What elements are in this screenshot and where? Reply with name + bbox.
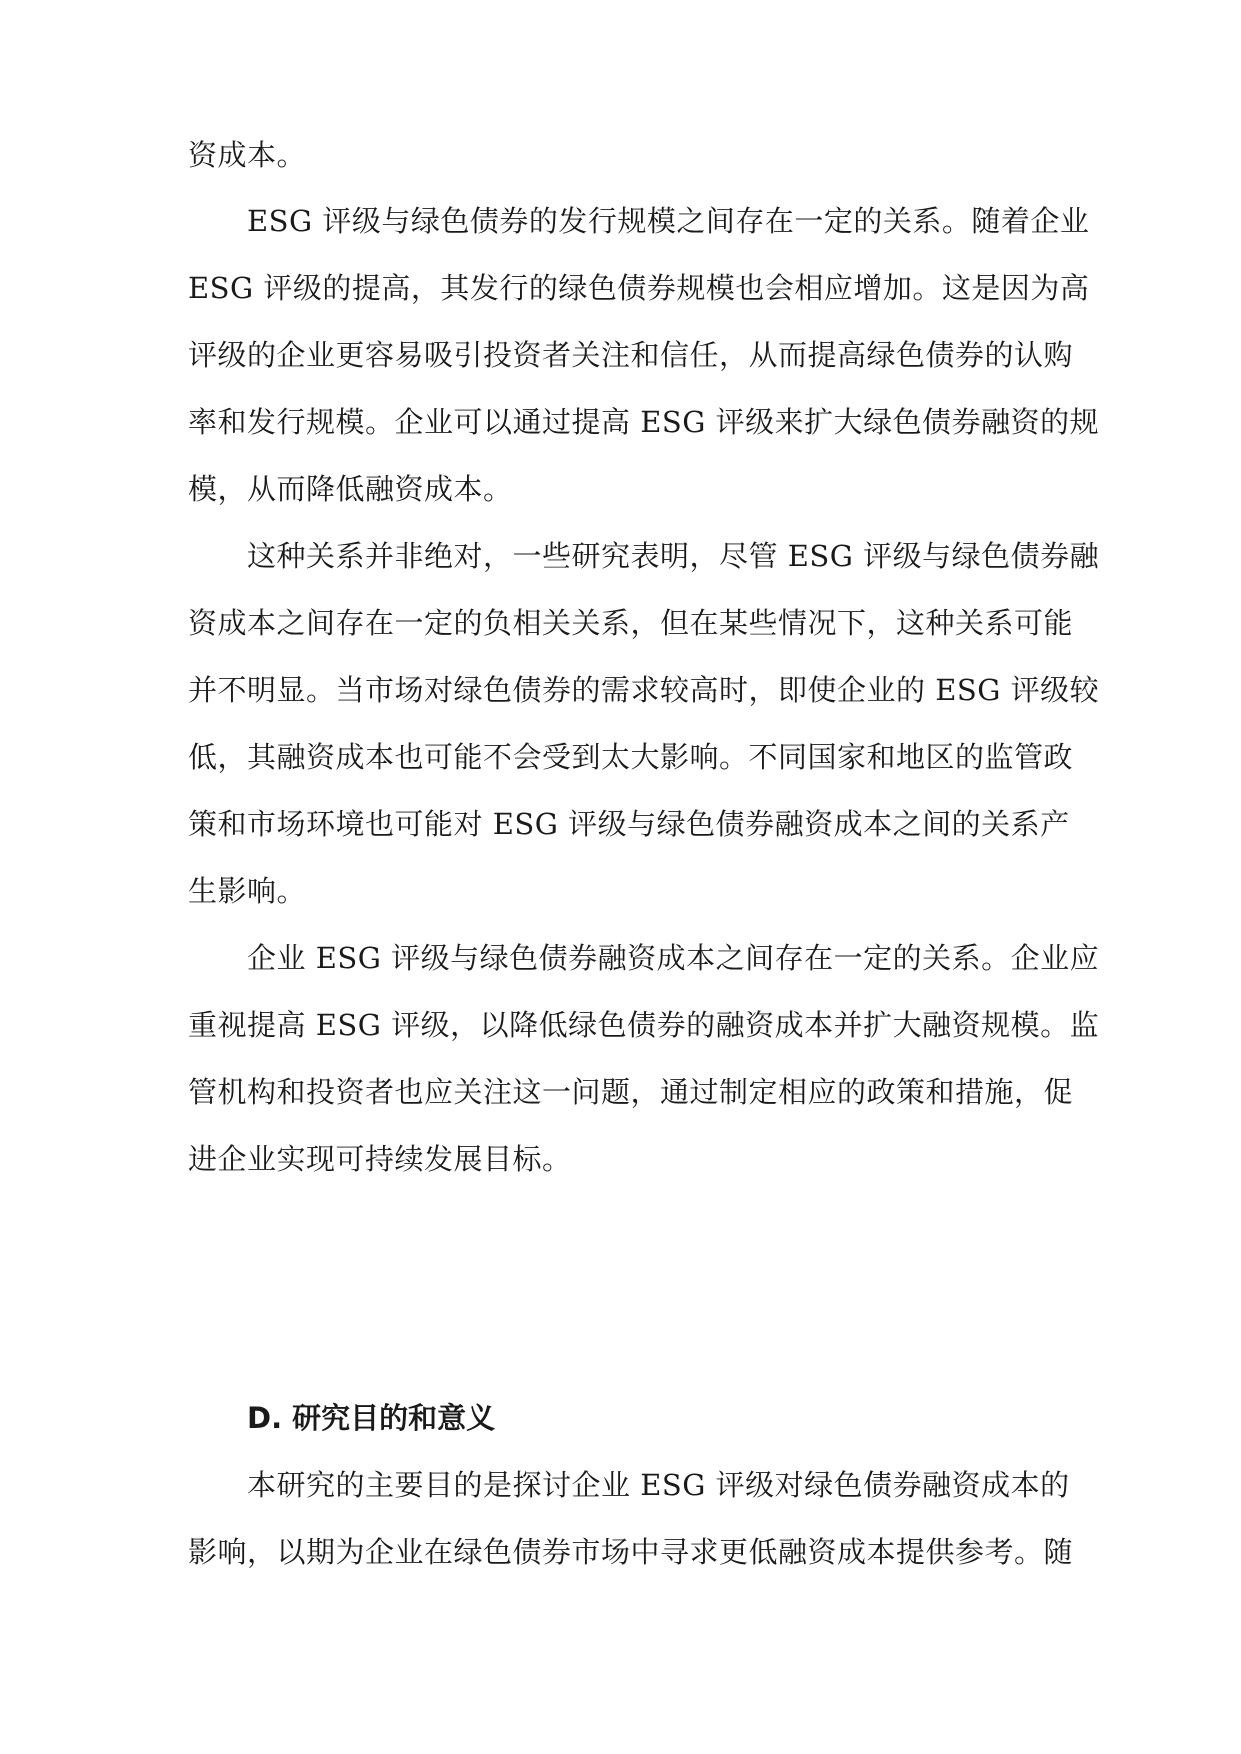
paragraph-line: 策和市场环境也可能对 ESG 评级与绿色债券融资成本之间的关系产 <box>188 807 1070 841</box>
paragraph-line: 这种关系并非绝对，一些研究表明，尽管 ESG 评级与绿色债券融 <box>247 539 1100 573</box>
paragraph-line: 影响，以期为企业在绿色债券市场中寻求更低融资成本提供参考。随 <box>188 1535 1074 1569</box>
paragraph-line: 模，从而降低融资成本。 <box>188 472 513 506</box>
paragraph-line: 企业 ESG 评级与绿色债券融资成本之间存在一定的关系。企业应 <box>247 941 1100 975</box>
paragraph-line: 本研究的主要目的是探讨企业 ESG 评级对绿色债券融资成本的 <box>247 1468 1070 1502</box>
paragraph-line: ESG 评级的提高，其发行的绿色债券规模也会相应增加。这是因为高 <box>188 271 1090 305</box>
paragraph-line: 资成本。 <box>188 138 307 172</box>
paragraph-line: 并不明显。当市场对绿色债券的需求较高时，即使企业的 ESG 评级较 <box>188 673 1100 707</box>
paragraph-line: 评级的企业更容易吸引投资者关注和信任，从而提高绿色债券的认购 <box>188 338 1074 372</box>
paragraph-line: ESG 评级与绿色债券的发行规模之间存在一定的关系。随着企业 <box>247 204 1090 238</box>
paragraph-line: 管机构和投资者也应关注这一问题，通过制定相应的政策和措施，促 <box>188 1075 1074 1109</box>
paragraph-line: 率和发行规模。企业可以通过提高 ESG 评级来扩大绿色债券融资的规 <box>188 405 1100 439</box>
paragraph-line: 进企业实现可持续发展目标。 <box>188 1142 572 1176</box>
paragraph-line: 低，其融资成本也可能不会受到太大影响。不同国家和地区的监管政 <box>188 740 1074 774</box>
paragraph-line: 重视提高 ESG 评级，以降低绿色债券的融资成本并扩大融资规模。监 <box>188 1008 1100 1042</box>
paragraph-line: 资成本之间存在一定的负相关关系，但在某些情况下，这种关系可能 <box>188 606 1074 640</box>
section-heading: D. 研究目的和意义 <box>247 1401 496 1435</box>
paragraph-line: 生影响。 <box>188 874 307 908</box>
